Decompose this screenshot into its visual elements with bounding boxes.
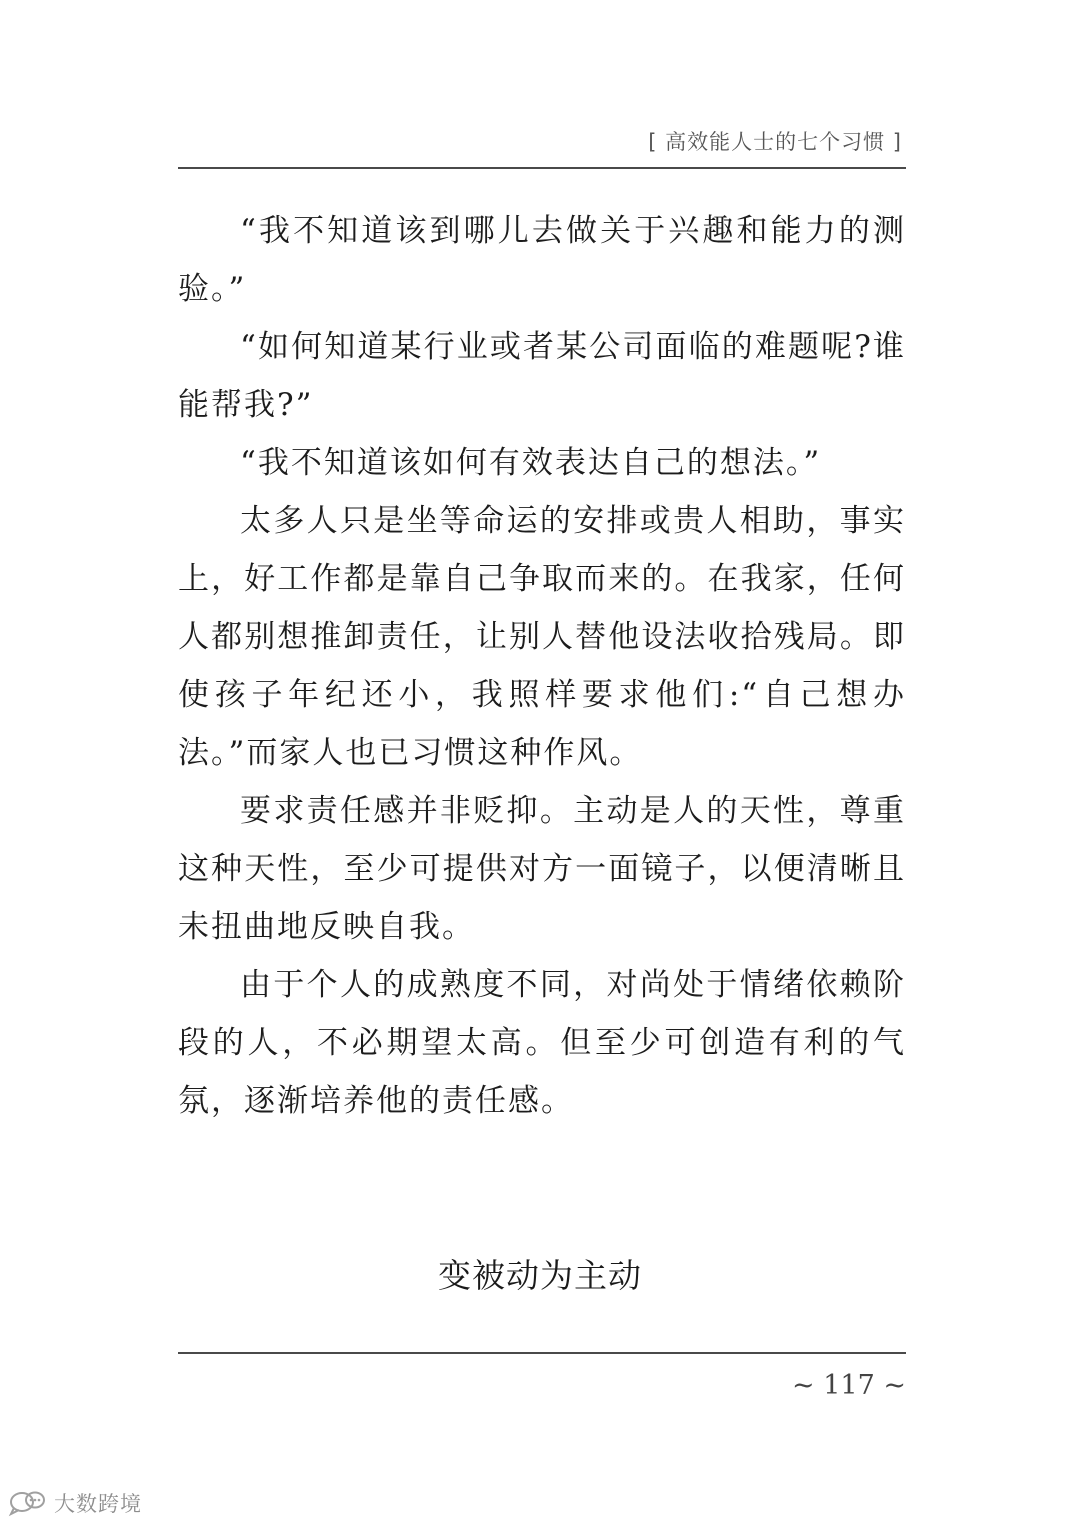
page-number: ~ 117 ~ <box>792 1370 906 1401</box>
watermark <box>8 1488 142 1518</box>
watermark-text: 大数跨境 <box>54 1492 142 1516</box>
chat-bubble-logo-icon <box>8 1489 48 1517</box>
section-title: 变被动为主动 <box>438 1256 642 1295</box>
paragraph-5: 要求责任感并非贬抑。主动是人的天性，尊重这种天性，至少可提供对方一面镜子，以便清晰且未扭曲地反映自我。 <box>178 793 906 945</box>
paragraph-4: 太多人只是坐等命运的安排或贵人相助，事实上，好工作都是靠自己争取而来的。在我家，任何人都别想推卸责任，让别人替他设法收拾残局。即使孩子年纪还小，我照样要求他们:“自己想办法。”而家人也已习惯这种作风。 <box>178 503 906 771</box>
header-divider <box>178 167 906 169</box>
running-header-title: [ 高效能人士的七个习惯 ] <box>648 130 902 154</box>
footer-divider <box>178 1352 906 1354</box>
paragraph-2: “如何知道某行业或者某公司面临的难题呢?谁能帮我?” <box>178 329 906 423</box>
paragraph-1: “我不知道该到哪儿去做关于兴趣和能力的测验。” <box>178 213 906 307</box>
body-text <box>178 202 906 1130</box>
paragraph-6: 由于个人的成熟度不同，对尚处于情绪依赖阶段的人，不必期望太高。但至少可创造有利的气氛，逐渐培养他的责任感。 <box>178 967 906 1119</box>
paragraph-3: “我不知道该如何有效表达自己的想法。” <box>240 445 822 481</box>
